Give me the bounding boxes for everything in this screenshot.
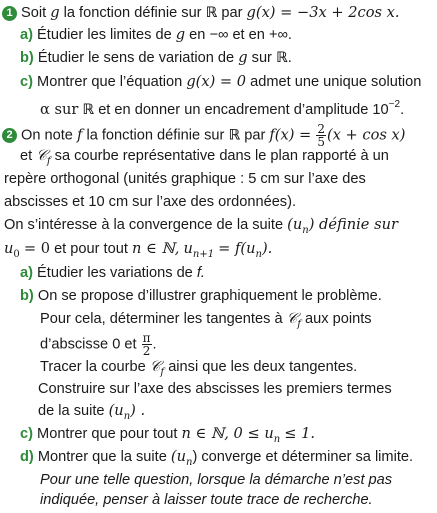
- part2-line5: On s’intéresse à la convergence de la suite $(u_n)$ définie sur: [4, 216, 398, 236]
- part1-line1: 1 Soit g la fonction définie sur ℝ par g(x) = −3x + 2cos x.: [2, 4, 400, 22]
- part1-question-c-line2: α sur ℝ et en donner un encadrement d’amplitude $10^{-2}$.: [40, 99, 405, 118]
- part2-line4: abscisses et 10 cm sur l’axe des ordonnées).: [4, 194, 297, 210]
- note-line2: indiquée, penser à laisser toute trace de recherche.: [40, 492, 373, 508]
- part2-line3: repère orthogonal (unités graphique : 5 cm sur l’axe des: [4, 171, 366, 187]
- part2-number-badge: 2: [2, 128, 17, 143]
- part2-question-b-line6: de la suite $(u_n)$ .: [38, 402, 146, 422]
- part2-question-b: b) On se propose d’illustrer graphiquement le problème.: [20, 288, 382, 304]
- part2-question-b-line5: Construire sur l’axe des abscisses les premiers termes: [38, 381, 392, 397]
- g-definition: g(x) = −3x + 2cos x.: [246, 4, 400, 21]
- part2-question-a: a) Étudier les variations de f.: [20, 265, 205, 281]
- part2-question-b-line3: d’abscisse 0 et $\frac{\pi}{2}$ .: [40, 331, 157, 358]
- fraction-two-fifths: $\frac{2}{5}$: [317, 122, 325, 149]
- part2-line1: 2 On note f la fonction définie sur ℝ par f(x) = $\frac{2}{5}$ (x + cos x): [2, 123, 405, 148]
- part2-question-b-line4: Tracer la courbe 𝒞$_f$ ainsi que les deux tangentes.: [40, 358, 358, 378]
- part1-question-a: a) Étudier les limites de g en −∞ et en +∞.: [20, 26, 292, 43]
- part2-question-d: d) Montrer que la suite $(u_n)$ converge et déterminer sa limite.: [20, 448, 414, 468]
- note-line1: Pour une telle question, lorsque la démarche n’est pas: [40, 472, 393, 488]
- part1-number-badge: 1: [2, 6, 17, 21]
- part1-question-c: c) Montrer que l’équation g(x) = 0 admet une unique solution: [20, 73, 422, 90]
- fraction-pi-over-two: $\frac{\pi}{2}$: [142, 331, 151, 358]
- part1-question-b: b) Étudier le sens de variation de g sur ℝ.: [20, 49, 292, 66]
- part2-question-b-line2: Pour cela, déterminer les tangentes à 𝒞$_f$ aux points: [40, 310, 372, 330]
- part2-line6: $u_0 = 0$ et pour tout n ∈ ℕ, $u_{n+1} = f(u_n)$.: [4, 240, 273, 260]
- part2-question-c: c) Montrer que pour tout n ∈ ℕ, $0 \le u_n \le 1$.: [20, 425, 316, 445]
- part2-line2: et 𝒞$_f$ sa courbe représentative dans le plan rapporté à un: [20, 147, 389, 167]
